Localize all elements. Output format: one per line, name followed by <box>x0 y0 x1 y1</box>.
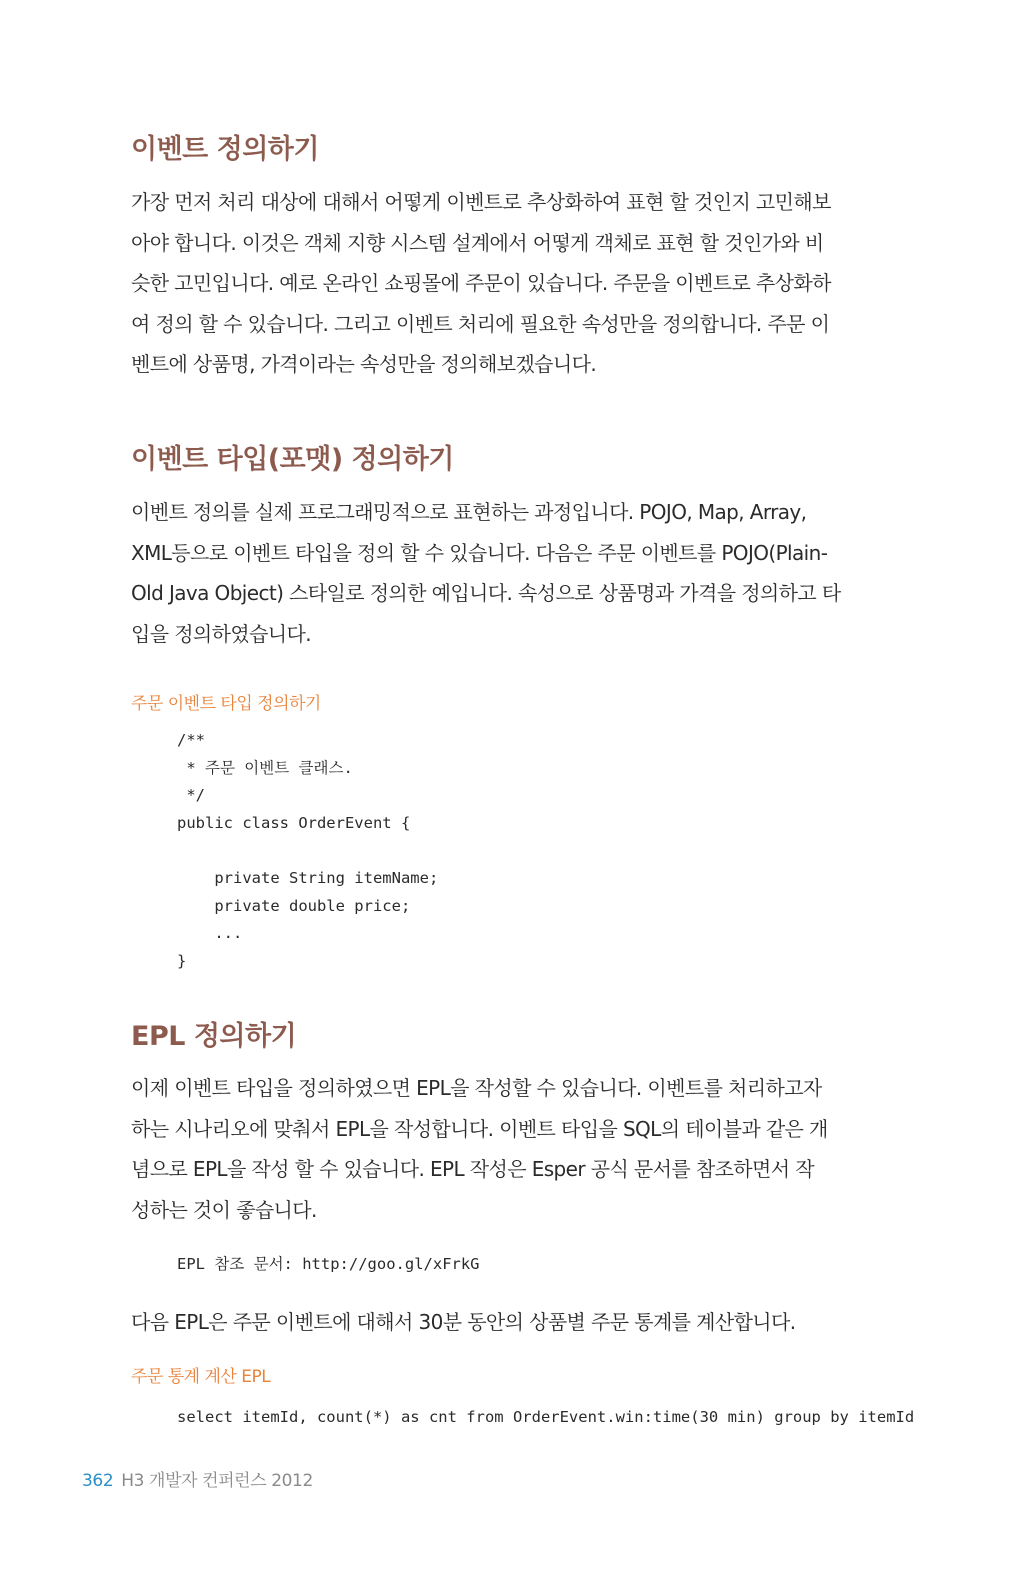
section-heading-epl: EPL 정의하기 <box>131 1021 297 1052</box>
paragraph-line: 가장 먼저 처리 대상에 대해서 어떻게 이벤트로 추상화하여 표현 할 것인지 고민해보 <box>131 190 831 214</box>
paragraph-line: 하는 시나리오에 맞춰서 EPL을 작성합니다. 이벤트 타입을 SQL의 테이블과 같은 개 <box>131 1116 828 1141</box>
code-caption-event-type: 주문 이벤트 타입 정의하기 <box>131 694 321 714</box>
section-heading-event-type: 이벤트 타입(포맷) 정의하기 <box>131 444 454 475</box>
paragraph-line: 벤트에 상품명, 가격이라는 속성만을 정의해보겠습니다. <box>131 352 597 376</box>
paragraph-line: 이벤트 정의를 실제 프로그래밍적으로 표현하는 과정입니다. POJO, Map, Array, <box>131 500 807 524</box>
section-paragraph-epl <box>131 1068 871 1230</box>
paragraph-line: 입을 정의하였습니다. <box>131 621 311 646</box>
paragraph-line: 아야 합니다. 이것은 객체 지향 시스템 설계에서 어떻게 객체로 표현 할 것인가와 비 <box>131 230 824 255</box>
page-number: 362 <box>82 1471 114 1491</box>
paragraph-line: 여 정의 할 수 있습니다. 그리고 이벤트 처리에 필요한 속성만을 정의합니다. 주문 이 <box>131 311 830 336</box>
epl-reference-note <box>177 1251 480 1279</box>
page-footer <box>82 1466 313 1491</box>
code-block-order-event <box>177 727 438 975</box>
section-paragraph-event-type <box>131 492 871 654</box>
code-line: private String itemName; <box>177 868 439 887</box>
paragraph-line: 성하는 것이 좋습니다. <box>131 1197 317 1222</box>
code-line: public class OrderEvent { <box>177 813 411 832</box>
section-paragraph-epl-intro <box>131 1302 871 1343</box>
paragraph-line: 슷한 고민입니다. 예로 온라인 쇼핑몰에 주문이 있습니다. 주문을 이벤트로 추상화하 <box>131 271 831 295</box>
code-line: */ <box>177 786 205 805</box>
code-line: ... <box>177 924 243 943</box>
paragraph-line: 념으로 EPL을 작성 할 수 있습니다. EPL 작성은 Esper 공식 문서를 참조하면서 작 <box>131 1157 814 1181</box>
reference-line: EPL 참조 문서: http://goo.gl/xFrkG <box>177 1255 480 1273</box>
code-line: * 주문 이벤트 클래스. <box>177 758 353 777</box>
paragraph-line: Old Java Object) 스타일로 정의한 예입니다. 속성으로 상품명과 가격을 정의하고 타 <box>131 581 841 605</box>
paragraph-line: 다음 EPL은 주문 이벤트에 대해서 30분 동안의 상품별 주문 통계를 계산합니다. <box>131 1310 796 1334</box>
code-line: select itemId, count(*) as cnt from OrderEvent.win:time(30 min) group by itemId <box>177 1408 915 1426</box>
code-line <box>177 837 438 865</box>
code-line: } <box>177 951 187 970</box>
paragraph-line: 이제 이벤트 타입을 정의하였으면 EPL을 작성할 수 있습니다. 이벤트를 처리하고자 <box>131 1076 822 1100</box>
code-block-epl <box>177 1404 914 1432</box>
code-caption-epl: 주문 통계 계산 EPL <box>131 1367 271 1387</box>
section-paragraph-event-definition <box>131 182 871 385</box>
paragraph-line: XML등으로 이벤트 타입을 정의 할 수 있습니다. 다음은 주문 이벤트를 POJO(Plain- <box>131 540 828 565</box>
section-heading-event-definition: 이벤트 정의하기 <box>131 134 319 165</box>
book-title: H3 개발자 컨퍼런스 2012 <box>121 1471 313 1491</box>
code-line: /** <box>177 731 205 749</box>
code-line: private double price; <box>177 896 411 915</box>
